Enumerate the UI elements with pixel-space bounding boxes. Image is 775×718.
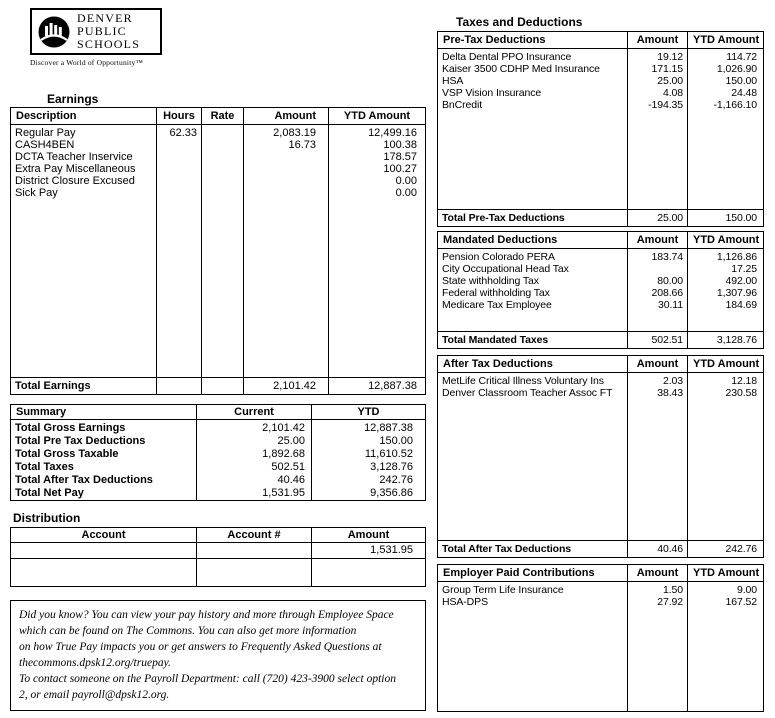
cell-label: Total Gross Earnings <box>11 420 197 436</box>
cell-label: HSA <box>438 75 628 87</box>
employer-header-row <box>438 565 764 582</box>
mandated-table-title: Mandated Deductions <box>438 232 628 249</box>
cell-ytd: 24.48 <box>688 87 764 99</box>
cell-ytd: 150.00 <box>688 75 764 87</box>
cell-ytd: 1,026.90 <box>688 63 764 75</box>
cell-current: 40.46 <box>197 474 312 487</box>
total-amount: 2,101.42 <box>244 377 329 394</box>
table-row <box>438 582 764 597</box>
cell-label: MetLife Critical Illness Voluntary Ins <box>438 373 628 388</box>
cell-amount: 2.03 <box>628 373 688 388</box>
cell-ytd: 242.76 <box>312 474 426 487</box>
logo-line: DENVER <box>77 11 133 25</box>
cell-amount: 4.08 <box>628 87 688 99</box>
table-row <box>11 420 426 436</box>
summary-table <box>10 404 426 501</box>
mandated-deductions-table <box>437 231 764 349</box>
cell-ytd: 12,887.38 <box>312 420 426 436</box>
table-row <box>11 487 426 501</box>
table-row <box>438 249 764 264</box>
notice-line: 2, or email payroll@dpsk12.org. <box>19 689 170 701</box>
table-row <box>11 474 426 487</box>
total-label: Total Mandated Taxes <box>438 331 628 348</box>
notice-line: on how True Pay impacts you or get answers to Frequently Asked Questions at <box>19 641 382 653</box>
cell-label: Delta Dental PPO Insurance <box>438 49 628 64</box>
empty-cell <box>628 399 688 540</box>
earnings-header-hours: Hours <box>157 108 202 125</box>
logo-line: SCHOOLS <box>77 37 141 51</box>
notice-line: Did you know? You can view your pay history and more through Employee Space <box>19 609 394 621</box>
cell-amount: 1.50 <box>628 582 688 597</box>
table-row <box>11 461 426 474</box>
cell-ytd: 184.69 <box>688 299 764 311</box>
cell-description: Extra Pay Miscellaneous <box>11 163 157 175</box>
empty-cell <box>157 199 202 377</box>
earnings-section-title: Earnings <box>47 92 99 106</box>
cell-amount: 25.00 <box>628 75 688 87</box>
empty-cell <box>202 199 244 377</box>
cell-amount: -194.35 <box>628 99 688 111</box>
logo-wordmark <box>77 12 140 51</box>
cell-ytd: 0.00 <box>329 175 426 187</box>
cell-amount: 208.66 <box>628 287 688 299</box>
empty-cell <box>197 559 312 587</box>
earnings-header-description: Description <box>11 108 157 125</box>
total-amount: 502.51 <box>628 331 688 348</box>
summary-header-label: Summary <box>11 405 197 420</box>
cell-label: Medicare Tax Employee <box>438 299 628 311</box>
cell-amount <box>244 187 329 199</box>
table-row <box>11 448 426 461</box>
empty-cell <box>312 559 426 587</box>
table-row <box>438 263 764 275</box>
employer-header-ytd: YTD Amount <box>688 565 764 582</box>
earnings-header-row <box>11 108 426 125</box>
cell-amount: 183.74 <box>628 249 688 264</box>
logo <box>30 8 162 55</box>
dps-logo-icon <box>37 15 71 49</box>
cell-label: Total Pre Tax Deductions <box>11 435 197 448</box>
cell-hours <box>157 175 202 187</box>
aftertax-table-title: After Tax Deductions <box>438 356 628 373</box>
cell-amount: 30.11 <box>628 299 688 311</box>
spacer-row <box>438 311 764 331</box>
cell-amount: 27.92 <box>628 596 688 608</box>
cell-account <box>11 543 197 559</box>
cell-hours <box>157 151 202 163</box>
mandated-total-row <box>438 331 764 348</box>
cell-ytd: 0.00 <box>329 187 426 199</box>
empty-cell <box>438 111 628 209</box>
cell-label: City Occupational Head Tax <box>438 263 628 275</box>
table-row <box>438 596 764 608</box>
table-row <box>438 299 764 311</box>
cell-label: Denver Classroom Teacher Assoc FT <box>438 387 628 399</box>
cell-ytd: 9.00 <box>688 582 764 597</box>
spacer-row <box>11 559 426 587</box>
mandated-header-ytd: YTD Amount <box>688 232 764 249</box>
table-row <box>438 275 764 287</box>
earnings-header-ytd: YTD Amount <box>329 108 426 125</box>
cell-label: Kaiser 3500 CDHP Med Insurance <box>438 63 628 75</box>
distribution-header-account-number: Account # <box>197 528 312 543</box>
empty-cell <box>438 399 628 540</box>
cell-label: Total Taxes <box>11 461 197 474</box>
cell-amount <box>244 151 329 163</box>
cell-label: State withholding Tax <box>438 275 628 287</box>
empty-cell <box>688 111 764 209</box>
empty-cell <box>628 311 688 331</box>
cell-ytd: 1,307.96 <box>688 287 764 299</box>
distribution-section-title: Distribution <box>13 511 81 525</box>
total-ytd: 150.00 <box>688 209 764 226</box>
cell-hours: 62.33 <box>157 125 202 140</box>
employer-paid-contributions-table <box>437 564 764 712</box>
cell-description: CASH4BEN <box>11 139 157 151</box>
distribution-header-row <box>11 528 426 543</box>
empty-cell <box>438 608 628 711</box>
after-tax-deductions-table <box>437 355 764 558</box>
table-row <box>11 151 426 163</box>
pretax-total-row <box>438 209 764 226</box>
aftertax-header-ytd: YTD Amount <box>688 356 764 373</box>
empty-cell <box>11 199 157 377</box>
cell-amount: 16.73 <box>244 139 329 151</box>
table-row <box>438 99 764 111</box>
cell-current: 502.51 <box>197 461 312 474</box>
notice-box <box>10 600 426 711</box>
cell-rate <box>202 151 244 163</box>
cell-amount <box>244 163 329 175</box>
cell-hours <box>157 139 202 151</box>
table-row <box>438 63 764 75</box>
cell-hours <box>157 187 202 199</box>
total-label: Total Pre-Tax Deductions <box>438 209 628 226</box>
mandated-header-row <box>438 232 764 249</box>
earnings-total-row <box>11 377 426 394</box>
notice-line: To contact someone on the Payroll Department: call (720) 423-3900 select option <box>19 673 396 685</box>
cell-amount <box>628 263 688 275</box>
distribution-table <box>10 527 426 587</box>
cell-ytd: 100.38 <box>329 139 426 151</box>
empty-cell <box>244 199 329 377</box>
table-row <box>11 435 426 448</box>
cell-rate <box>202 125 244 140</box>
cell-ytd: 150.00 <box>312 435 426 448</box>
table-row <box>11 139 426 151</box>
cell-rate <box>202 187 244 199</box>
cell-description: Sick Pay <box>11 187 157 199</box>
pretax-header-row <box>438 32 764 49</box>
total-label: Total After Tax Deductions <box>438 540 628 557</box>
empty-cell <box>628 608 688 711</box>
aftertax-total-row <box>438 540 764 557</box>
cell-current: 1,892.68 <box>197 448 312 461</box>
earnings-header-amount: Amount <box>244 108 329 125</box>
notice-line: which can be found on The Commons. You can also get more information <box>19 625 357 637</box>
table-row <box>438 75 764 87</box>
employer-table-title: Employer Paid Contributions <box>438 565 628 582</box>
pretax-header-ytd: YTD Amount <box>688 32 764 49</box>
distribution-header-account: Account <box>11 528 197 543</box>
cell-ytd: 3,128.76 <box>312 461 426 474</box>
empty-cell <box>438 311 628 331</box>
cell-hours <box>157 163 202 175</box>
cell-current: 25.00 <box>197 435 312 448</box>
total-label: Total Earnings <box>11 377 157 394</box>
empty-cell <box>157 377 202 394</box>
cell-label: Total Gross Taxable <box>11 448 197 461</box>
cell-ytd: -1,166.10 <box>688 99 764 111</box>
spacer-row <box>11 199 426 377</box>
taxes-deductions-section-title: Taxes and Deductions <box>456 15 583 29</box>
aftertax-header-amount: Amount <box>628 356 688 373</box>
employer-header-amount: Amount <box>628 565 688 582</box>
total-ytd: 12,887.38 <box>329 377 426 394</box>
cell-ytd: 492.00 <box>688 275 764 287</box>
table-row <box>11 187 426 199</box>
cell-ytd: 230.58 <box>688 387 764 399</box>
cell-description: Regular Pay <box>11 125 157 140</box>
logo-tagline: Discover a World of Opportunity™ <box>30 58 143 67</box>
cell-account-number <box>197 543 312 559</box>
pretax-table-title: Pre-Tax Deductions <box>438 32 628 49</box>
table-row <box>11 163 426 175</box>
empty-cell <box>202 377 244 394</box>
cell-ytd: 100.27 <box>329 163 426 175</box>
cell-ytd: 11,610.52 <box>312 448 426 461</box>
mandated-header-amount: Amount <box>628 232 688 249</box>
cell-ytd: 12,499.16 <box>329 125 426 140</box>
total-amount: 40.46 <box>628 540 688 557</box>
cell-amount <box>244 175 329 187</box>
spacer-row <box>438 608 764 711</box>
table-row <box>11 125 426 140</box>
table-row <box>438 87 764 99</box>
empty-cell <box>11 559 197 587</box>
empty-cell <box>688 608 764 711</box>
cell-ytd: 12.18 <box>688 373 764 388</box>
cell-ytd: 178.57 <box>329 151 426 163</box>
cell-current: 2,101.42 <box>197 420 312 436</box>
table-row <box>438 287 764 299</box>
pre-tax-deductions-table <box>437 31 764 227</box>
distribution-header-amount: Amount <box>312 528 426 543</box>
cell-ytd: 17.25 <box>688 263 764 275</box>
cell-label: Group Term Life Insurance <box>438 582 628 597</box>
cell-label: Total After Tax Deductions <box>11 474 197 487</box>
table-row <box>438 49 764 64</box>
total-amount: 25.00 <box>628 209 688 226</box>
cell-label: VSP Vision Insurance <box>438 87 628 99</box>
cell-label: Total Net Pay <box>11 487 197 501</box>
cell-rate <box>202 163 244 175</box>
pretax-header-amount: Amount <box>628 32 688 49</box>
table-row <box>11 543 426 559</box>
empty-cell <box>688 399 764 540</box>
notice-line: thecommons.dpsk12.org/truepay. <box>19 657 171 669</box>
cell-amount: 1,531.95 <box>312 543 426 559</box>
cell-label: BnCredit <box>438 99 628 111</box>
cell-label: Pension Colorado PERA <box>438 249 628 264</box>
cell-description: DCTA Teacher Inservice <box>11 151 157 163</box>
cell-amount: 19.12 <box>628 49 688 64</box>
total-ytd: 3,128.76 <box>688 331 764 348</box>
earnings-header-rate: Rate <box>202 108 244 125</box>
cell-amount: 2,083.19 <box>244 125 329 140</box>
summary-header-ytd: YTD <box>312 405 426 420</box>
cell-ytd: 114.72 <box>688 49 764 64</box>
empty-cell <box>688 311 764 331</box>
earnings-table <box>10 107 426 395</box>
table-row <box>438 387 764 399</box>
cell-amount: 80.00 <box>628 275 688 287</box>
empty-cell <box>628 111 688 209</box>
cell-rate <box>202 139 244 151</box>
cell-ytd: 9,356.86 <box>312 487 426 501</box>
summary-header-row <box>11 405 426 420</box>
cell-ytd: 167.52 <box>688 596 764 608</box>
empty-cell <box>329 199 426 377</box>
cell-label: HSA-DPS <box>438 596 628 608</box>
spacer-row <box>438 111 764 209</box>
cell-rate <box>202 175 244 187</box>
table-row <box>438 373 764 388</box>
cell-description: District Closure Excused <box>11 175 157 187</box>
table-row <box>11 175 426 187</box>
logo-line: PUBLIC <box>77 24 127 38</box>
spacer-row <box>438 399 764 540</box>
cell-amount: 38.43 <box>628 387 688 399</box>
cell-ytd: 1,126.86 <box>688 249 764 264</box>
cell-label: Federal withholding Tax <box>438 287 628 299</box>
aftertax-header-row <box>438 356 764 373</box>
cell-amount: 171.15 <box>628 63 688 75</box>
summary-header-current: Current <box>197 405 312 420</box>
total-ytd: 242.76 <box>688 540 764 557</box>
cell-current: 1,531.95 <box>197 487 312 501</box>
